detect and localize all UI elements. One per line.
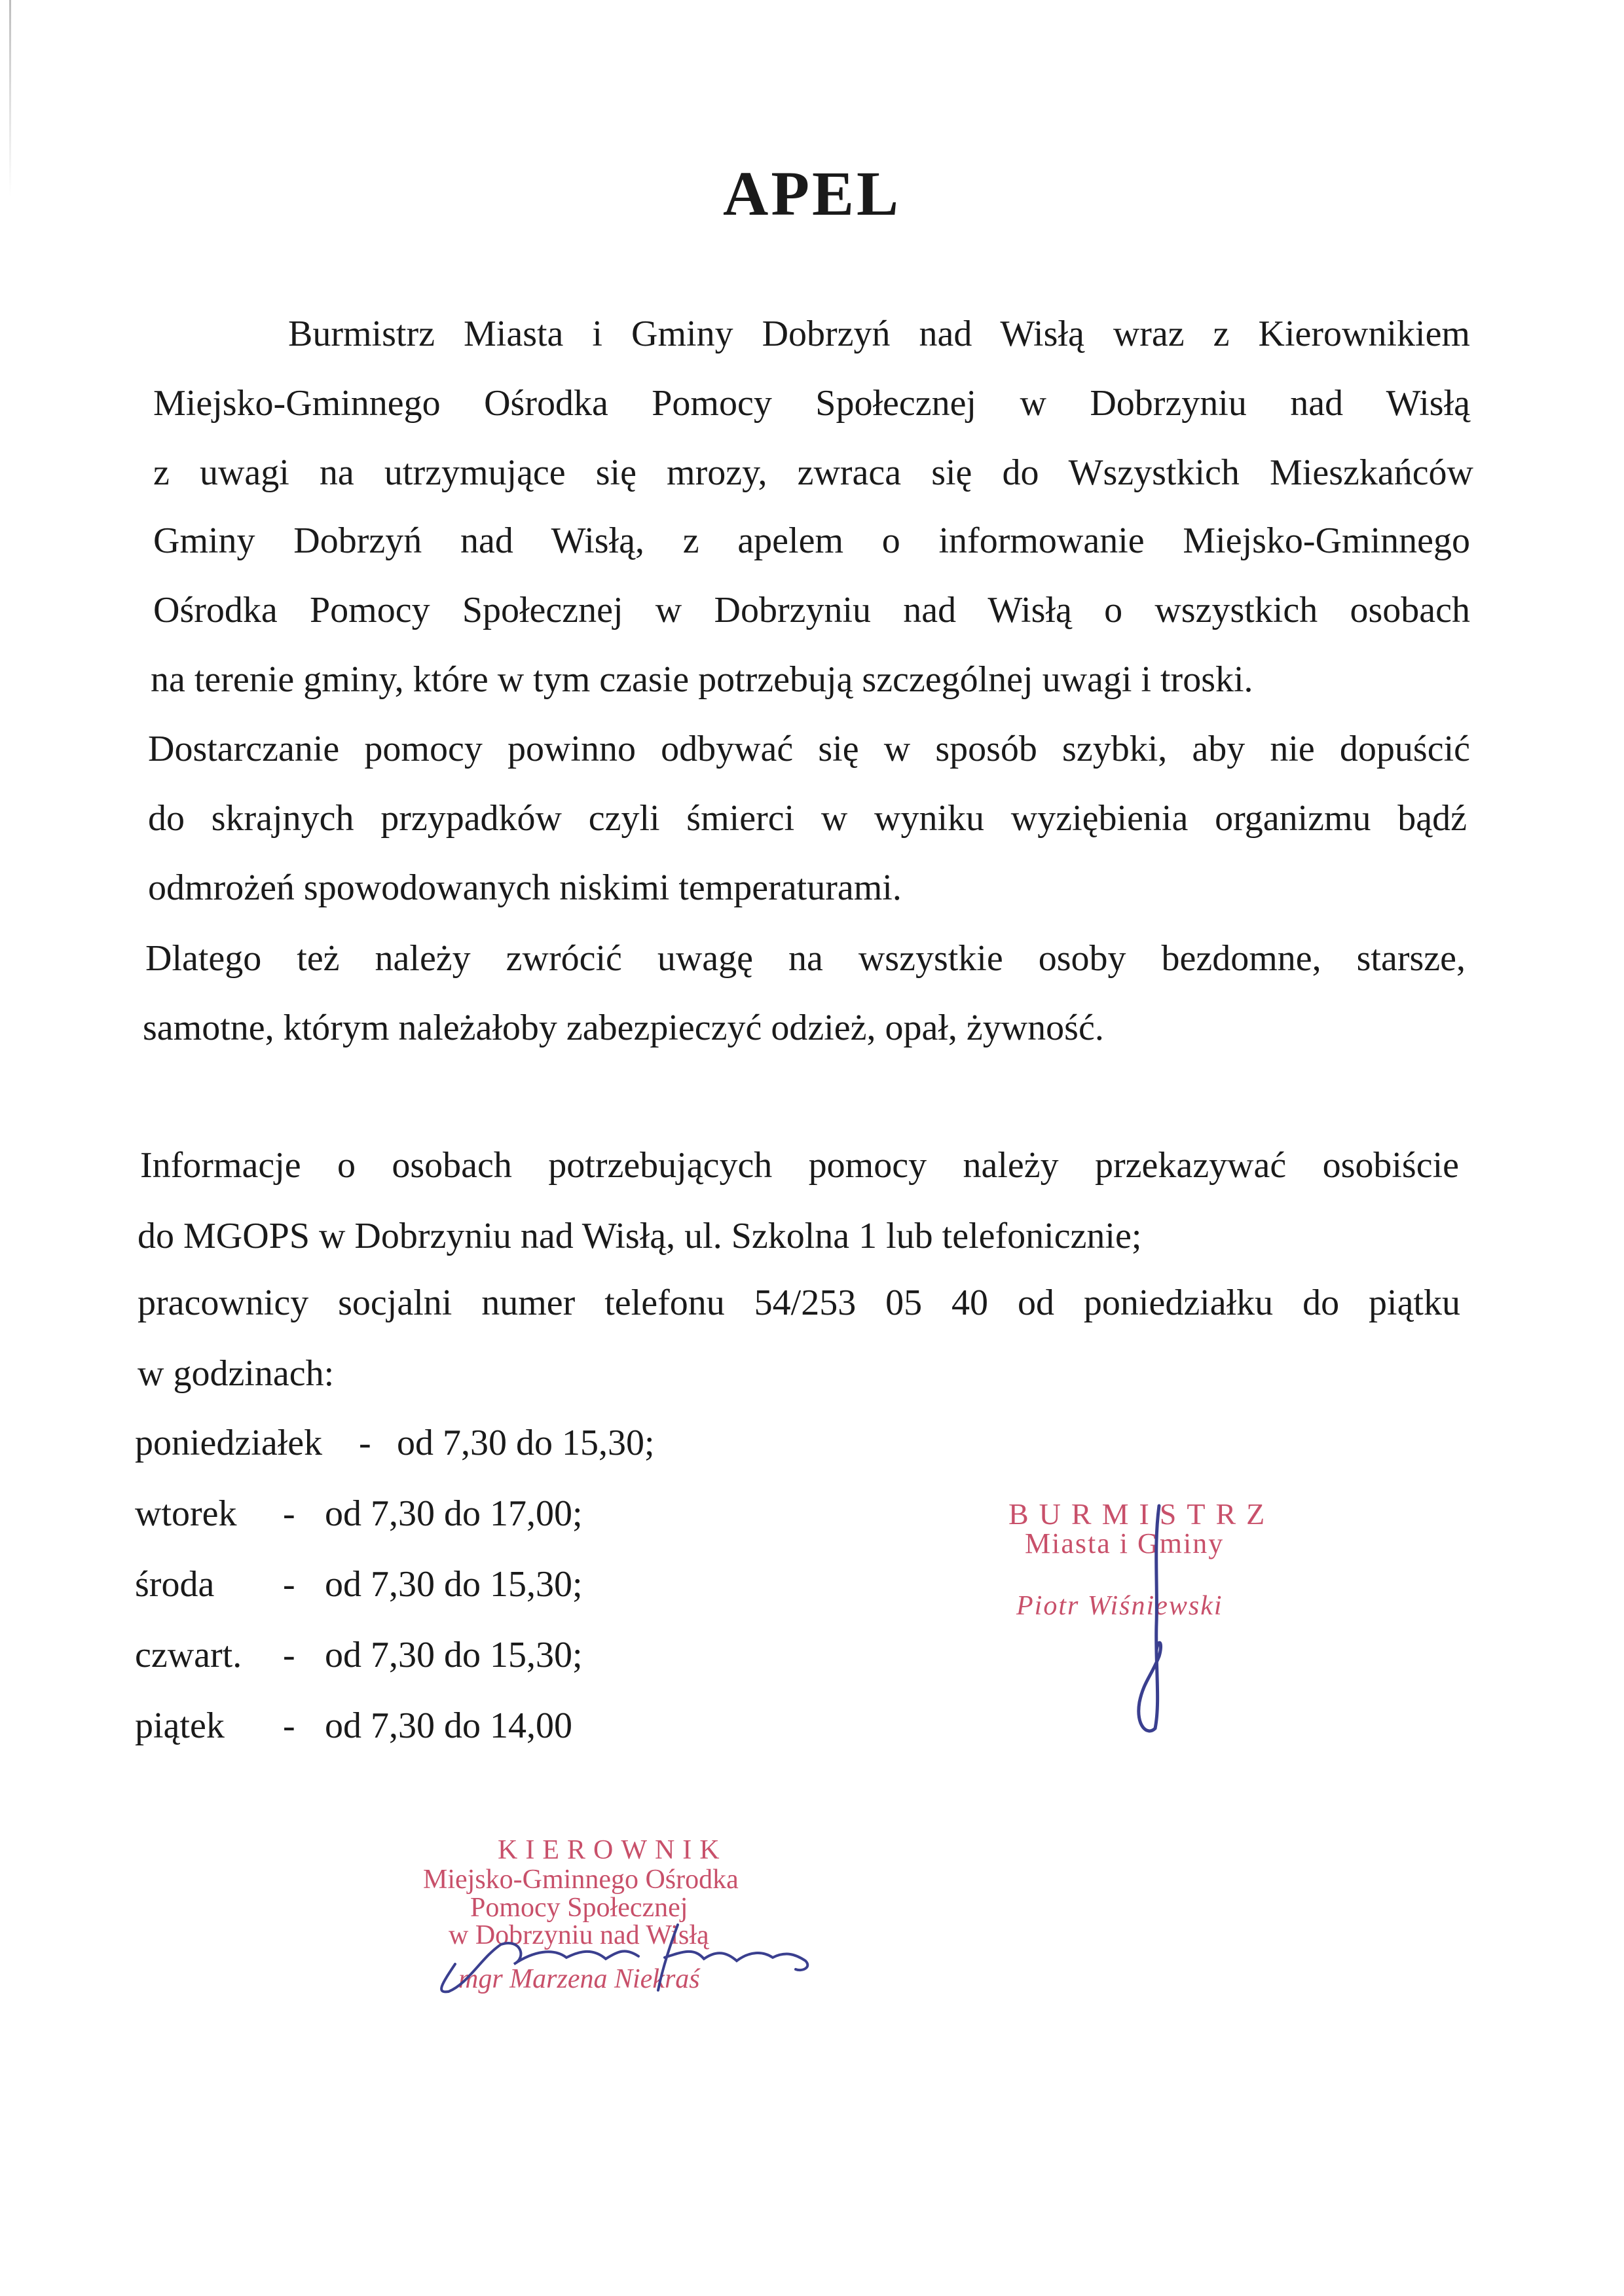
paragraph-line: samotne, którym należałoby zabezpieczyć odzież, opał, żywność. [143, 1008, 1104, 1048]
schedule-day: poniedziałek [135, 1423, 323, 1463]
kierownik-stamp-title: KIEROWNIK [498, 1835, 728, 1865]
schedule-hours: od 7,30 do 15,30; [325, 1635, 583, 1675]
paragraph-line: Dlatego też należy zwrócić uwagę na wszystkie osoby bezdomne, starsze, [145, 938, 1466, 979]
paragraph-line: w godzinach: [138, 1353, 335, 1394]
paragraph-line: Burmistrz Miasta i Gminy Dobrzyń nad Wisłą wraz z Kierownikiem [288, 314, 1470, 354]
schedule-dash: - [283, 1705, 295, 1746]
paragraph-line: z uwagi na utrzymujące się mrozy, zwraca się do Wszystkich Mieszkańców [153, 452, 1473, 493]
paragraph-line: Dostarczanie pomocy powinno odbywać się w sposób szybki, aby nie dopuścić [148, 729, 1470, 769]
paragraph-line: odmrożeń spowodowanych niskimi temperaturami. [148, 867, 902, 908]
paragraph-line: Gminy Dobrzyń nad Wisłą, z apelem o informowanie Miejsko-Gminnego [153, 520, 1470, 561]
schedule-dash: - [283, 1635, 295, 1675]
kierownik-stamp-office: Miejsko-Gminnego Ośrodka [423, 1865, 739, 1895]
schedule-hours: od 7,30 do 15,30; [325, 1564, 583, 1605]
schedule-dash: - [283, 1493, 295, 1534]
kierownik-signature [429, 1912, 835, 1997]
schedule-day: środa [135, 1564, 215, 1605]
kierownik-stamp-name: mgr Marzena Niekraś [458, 1964, 700, 1994]
schedule-dash: - [359, 1423, 371, 1463]
kierownik-stamp-location: w Dobrzyniu nad Wisłą [449, 1920, 709, 1950]
paragraph-line: do skrajnych przypadków czyli śmierci w wyniku wyziębienia organizmu bądź [148, 798, 1467, 839]
schedule-dash: - [283, 1564, 295, 1605]
burmistrz-stamp-title: BURMISTRZ [1008, 1497, 1276, 1531]
paragraph-line: Miejsko-Gminnego Ośrodka Pomocy Społecznej w Dobrzyniu nad Wisłą [153, 383, 1470, 424]
schedule-hours: od 7,30 do 15,30; [397, 1423, 655, 1463]
paragraph-line: Ośrodka Pomocy Społecznej w Dobrzyniu nad Wisłą o wszystkich osobach [153, 590, 1470, 630]
schedule-hours: od 7,30 do 14,00 [325, 1705, 572, 1746]
schedule-day: czwart. [135, 1635, 242, 1675]
burmistrz-signature [1113, 1493, 1192, 1741]
burmistrz-stamp-office: Miasta i Gminy [1025, 1527, 1225, 1559]
paragraph-line: na terenie gminy, które w tym czasie potrzebują szczególnej uwagi i troski. [151, 659, 1253, 700]
document-title: APEL [722, 158, 902, 228]
paragraph-line: do MGOPS w Dobrzyniu nad Wisłą, ul. Szkolna 1 lub telefonicznie; [138, 1216, 1142, 1256]
paragraph-line: pracownicy socjalni numer telefonu 54/253 05 40 od poniedziałku do piątku [138, 1283, 1460, 1323]
burmistrz-stamp-name: Piotr Wiśniewski [1016, 1591, 1223, 1621]
paragraph-line: Informacje o osobach potrzebujących pomocy należy przekazywać osobiście [140, 1145, 1459, 1186]
schedule-day: wtorek [135, 1493, 237, 1534]
schedule-day: piątek [135, 1705, 225, 1746]
kierownik-stamp-unit: Pomocy Społecznej [470, 1893, 688, 1923]
schedule-hours: od 7,30 do 17,00; [325, 1493, 583, 1534]
